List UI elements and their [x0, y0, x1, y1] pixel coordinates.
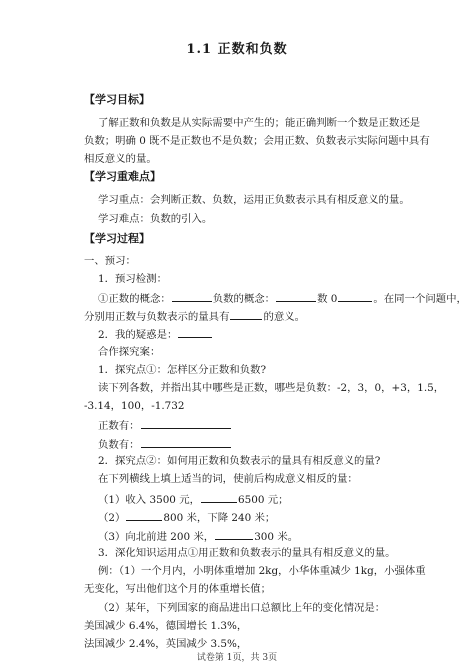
concept-question-line-2: 分别用正数与负数表示的量具有 的意义。	[84, 308, 305, 324]
doubt-line: 2．我的疑惑是：	[98, 326, 213, 342]
example-2-line-3: 法国减少 2.4%，英国减少 3.5%，	[84, 638, 248, 650]
positive-concept-blank[interactable]	[172, 290, 212, 302]
explore-point-1-question-line-1: 读下列各数，并指出其中哪些是正数，哪些是负数：-2，3，0，+3，1.5，	[98, 382, 445, 394]
example-2-line-2: 美国减少 6.4%，德国增长 1.3%，	[84, 620, 248, 632]
opposite-item-2: （2） 800 米，下降 240 米；	[98, 509, 275, 525]
document-title: 1.1 正数和负数	[186, 42, 288, 57]
explore-point-1-question-line-2: -3.14，100，-1.732	[84, 400, 185, 412]
opposite-meaning-blank[interactable]	[230, 308, 262, 320]
explore-point-2-intro: 在下列横线上填上适当的词，使前后构成意义相反的量：	[98, 473, 358, 485]
example-2-line-1: （2）某年，下列国家的商品进出口总额比上年的变化情况是：	[98, 602, 386, 614]
key-point-difficulty: 学习难点：负数的引入。	[98, 213, 213, 225]
preview-check: 1．预习检测：	[98, 273, 167, 285]
opposite-item-1: （1）收入 3500 元， 6500 元；	[98, 491, 289, 507]
process-heading: 【学习过程】	[84, 232, 150, 245]
zero-concept-blank[interactable]	[338, 290, 372, 302]
explore-point-2-title: 2．探究点②：如何用正数和负数表示的量具有相反意义的量?	[98, 455, 381, 467]
opposite-item-3: （3）向北前进 200 米， 300 米。	[98, 528, 298, 544]
negative-answer-line: 负数有：	[98, 436, 232, 452]
negative-answer-blank[interactable]	[141, 436, 231, 448]
goal-text-line-2: 负数；明确 0 既不是正数也不是负数；会用正数、负数表示实际问题中具有	[84, 135, 430, 147]
goal-text-line-3: 相反意义的量。	[84, 153, 157, 165]
concept-question-line-1: ①正数的概念： 负数的概念： 数 0 。在同一个问题中，	[98, 290, 467, 306]
explore-point-1-title: 1．探究点①：怎样区分正数和负数?	[98, 364, 267, 376]
opposite-item-1-blank[interactable]	[201, 491, 237, 503]
example-1-line-2: 无变化，写出他们这个月的体重增长值；	[84, 583, 272, 595]
explore-heading: 合作探究案：	[98, 346, 161, 358]
key-point-focus: 学习重点：会判断正数、负数，运用正负数表示具有相反意义的量。	[98, 194, 410, 206]
positive-answer-line: 正数有：	[98, 417, 232, 433]
explore-point-3-title: 3．深化知识运用点①用正数和负数表示的量具有相反意义的量。	[98, 547, 396, 559]
negative-concept-blank[interactable]	[276, 290, 316, 302]
doubt-blank[interactable]	[178, 326, 212, 338]
positive-answer-blank[interactable]	[141, 417, 231, 429]
opposite-item-2-blank[interactable]	[126, 509, 162, 521]
goal-heading: 【学习目标】	[84, 93, 150, 106]
key-heading: 【学习重难点】	[84, 170, 161, 183]
example-1-line-1: 例：（1）一个月内，小明体重增加 2kg，小华体重减少 1kg，小强体重	[98, 565, 426, 577]
goal-text-line-1: 了解正数和负数是从实际需要中产生的；能正确判断一个数是正数还是	[98, 117, 421, 129]
preview-heading: 一、预习：	[84, 255, 136, 267]
page-footer: 试卷第 1页，共 3页	[196, 653, 278, 663]
opposite-item-3-blank[interactable]	[215, 528, 253, 540]
